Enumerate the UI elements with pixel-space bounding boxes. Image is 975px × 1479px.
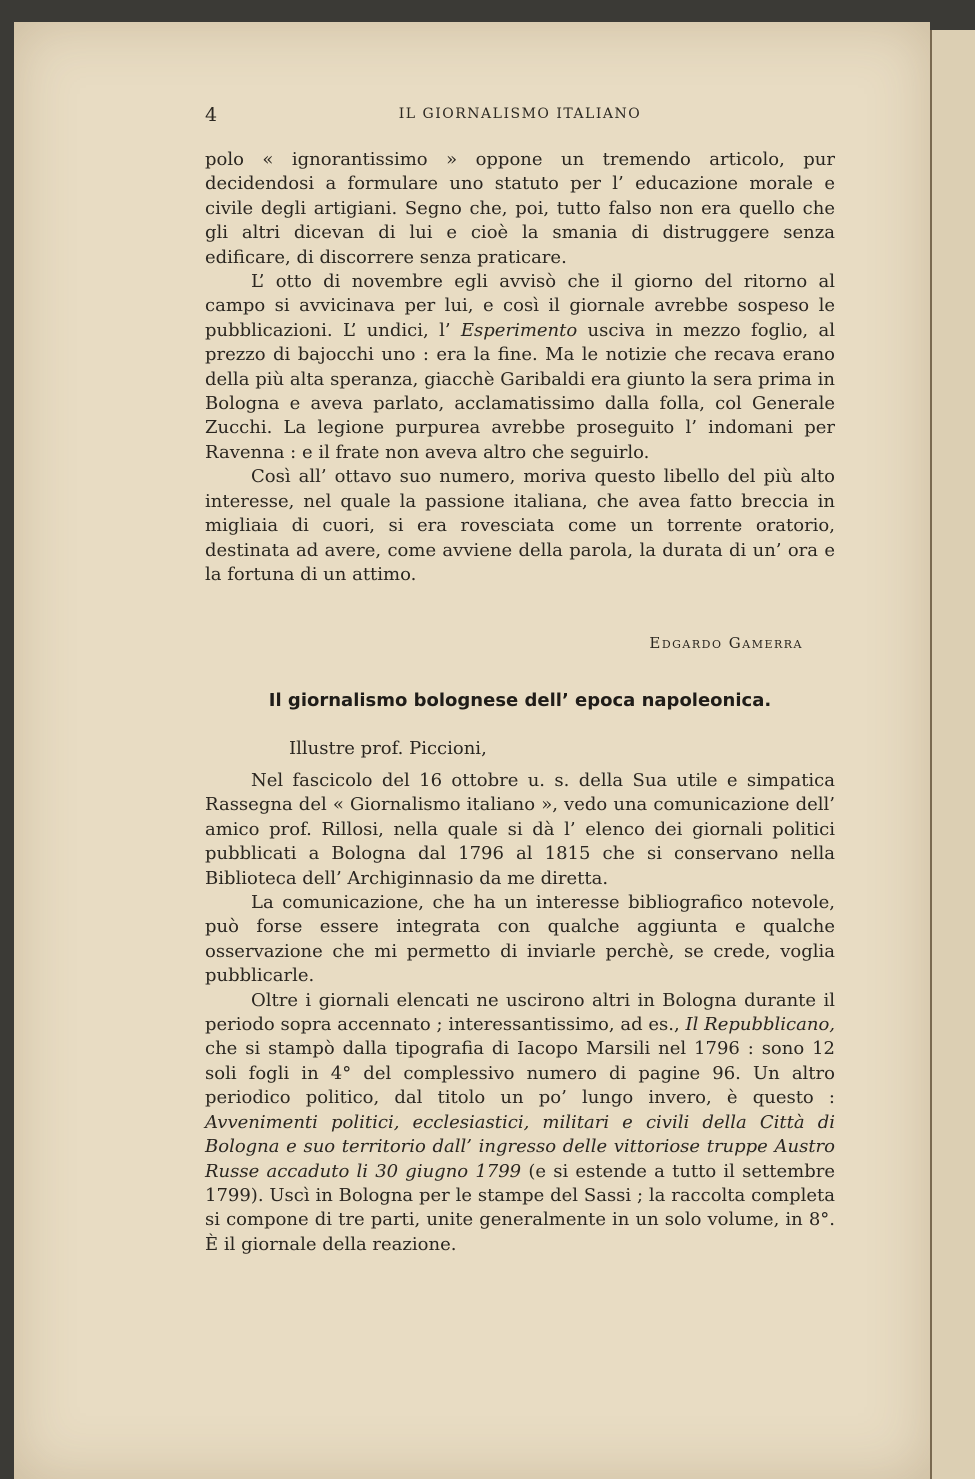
journal-title-avvenimenti: Avvenimenti politici, ecclesiastici, militari e civili della Città di Bologna e suo territorio dall’ ingresso delle vittoriose truppe Austro Russe accaduto li 30 giugno 1799 [205,1111,835,1182]
p2-text-a: L’ otto di novembre egli avvisò che il giorno del ritorno al campo si avvicinava per lui, e così il giornale avrebbe sospeso le pubblicazioni. L’ undici, l’ [205,271,835,341]
p3-text-a: Oltre i giornali elencati ne uscirono altri in Bologna durante il periodo sopra accennato ; interessantissimo, ad es., [205,989,835,1036]
article2-body [205,769,835,1257]
running-title: IL GIORNALISMO ITALIANO [398,106,642,122]
article2-paragraph-2: La comunicazione, che ha un interesse bibliografico notevole, può forse essere integrata con qualche aggiunta e qualche osservazione che mi permetto di inviarle perchè, se crede, voglia pubblicarle. [205,892,835,987]
article1-paragraph-3: Così all’ ottavo suo numero, moriva questo libello del più alto interesse, nel quale la passione italiana, che avea fatto breccia in migliaia di cuori, si era rovesciata come un torrente oratorio, destinata ad avere, come avviene della parola, la durata di un’ ora e la fortuna di un attimo. [205,466,835,585]
author-signature: Edgardo Gamerra [649,634,803,652]
article2-paragraph-1: Nel fascicolo del 16 ottobre u. s. della Sua utile e simpatica Rassegna del « Giornalismo italiano », vedo una comunicazione dell’ amico prof. Rillosi, nella quale si dà l’ elenco dei giornali politici pubblicati a Bologna dal 1796 al 1815 che si conservano nella Biblioteca dell’ Archiginnasio da me diretta. [205,770,835,889]
journal-title-esperimento: Esperimento [460,319,578,341]
article2-title: Il giornalismo bolognese dell’ epoca napoleonica. [268,690,772,711]
p2-text-b: usciva in mezzo foglio, al prezzo di bajocchi uno : era la fine. Ma le notizie che recava erano della più alta speranza, giacchè Garibaldi era giunto la sera prima in Bologna e aveva parlato, acclamatissimo dalla folla, col Generale Zucchi. La legione purpurea avrebbe proseguito l’ indomani per Ravenna : e il frate non aveva altro che seguirlo. [205,319,835,463]
p3-text-c: (e si estende a tutto il settembre 1799). Uscì in Bologna per le stampe del Sassi ; la raccolta completa si compone di tre parti, unite generalmente in un solo volume, in 8°. È il giornale della reazione. [205,1160,835,1255]
salutation: Illustre prof. Piccioni, [289,738,487,759]
article1-body [205,148,835,587]
article2-paragraph-3 [205,989,835,1257]
journal-title-repubblicano: Il Repubblicano, [685,1014,835,1036]
article1-paragraph-1: polo « ignorantissimo » oppone un tremendo articolo, pur decidendosi a formulare uno statuto per l’ educazione morale e civile degli artigiani. Segno che, poi, tutto falso non era quello che gli altri dicevan di lui e cioè la smania di distruggere senza edificare, di discorrere senza praticare. [205,149,835,268]
page-number: 4 [205,104,218,126]
page-header [205,104,835,128]
p3-text-b: che si stampò dalla tipografia di Iacopo Marsili nel 1796 : sono 12 soli fogli in 4° del complessivo numero di pagine 96. Un altro periodico politico, dal titolo un po’ lungo invero, è questo : [205,1038,835,1109]
facing-page-edge [930,30,975,1479]
article1-paragraph-2 [205,270,835,465]
